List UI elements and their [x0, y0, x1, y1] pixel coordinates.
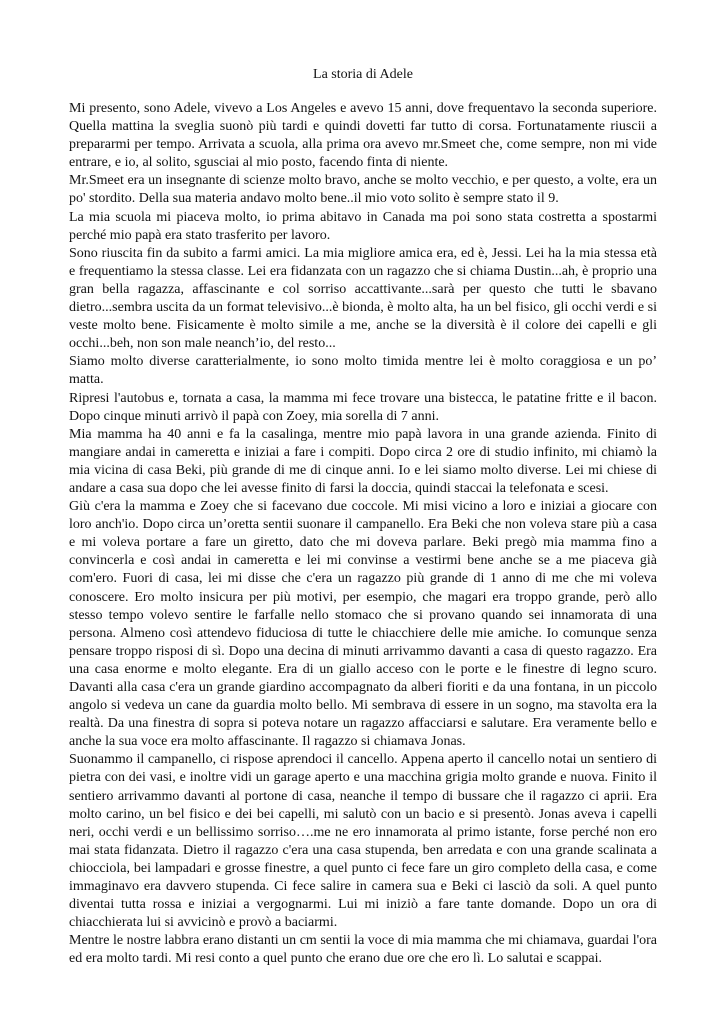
paragraph: Mi presento, sono Adele, vivevo a Los Angeles e avevo 15 anni, dove frequentavo la seconda superiore. Quella mattina la sveglia suonò più tardi e quindi dovetti far tutto di corsa. Fortunatamente riuscii a prepararmi per tempo. Arrivata a scuola, alla prima ora avevo mr.Smeet che, come sempre, non mi vide entrare, e io, al solito, sgusciai al mio posto, facendo finta di niente. — [69, 101, 657, 171]
paragraph: Suonammo il campanello, ci rispose aprendoci il cancello. Appena aperto il cancello notai un sentiero di pietra con dei vasi, e inoltre vidi un garage aperto e una macchina grigia molto grande e nuova. Finito il sentiero arrivammo davanti al portone di casa, neanche il tempo di bussare che il ragazzo ci aprii. Era molto carino, un bel fisico e dei bei capelli, mi salutò con un bacio e si presentò. Jonas aveva i capelli neri, occhi verdi e un bellissimo sorriso….me ne ero innamorata al primo istante, forse perché non ero mai stata fidanzata. Dietro il ragazzo c'era una casa stupenda, ben arredata e con una grande scalinata a chiocciola, bei lampadari e grosse finestre, a quel punto ci fece fare un giro completo della casa, e come immaginavo era davvero stupenda. Ci fece salire in camera sua e Beki ci lasciò da soli. A quel punto diventai tutta rossa e iniziai a vergognarmi. Lui mi iniziò a fare tante domande. Dopo un ora di chiacchierata lui si avvicinò e provò a baciarmi. — [69, 752, 657, 931]
paragraph: Giù c'era la mamma e Zoey che si facevano due coccole. Mi misi vicino a loro e iniziai a giocare con loro anch'io. Dopo circa un’oretta sentii suonare il campanello. Era Beki che non voleva stare più a casa e mi voleva portare a fare un giretto, dato che mi doveva parlare. Beki pregò mia mamma fino a convincerla e così andai in cameretta e lei mi convinse a vestirmi bene anche se a me piaceva già com'ero. Fuori di casa, lei mi disse che c'era un ragazzo più grande di 1 anno di me che mi voleva conoscere. Ero molto insicura per più motivi, per esempio, che magari era troppo grande, però allo stesso tempo volevo sentire le farfalle nello stomaco che si provano quando sei innamorata di una persona. Almeno così attendevo fiduciosa di tutte le chiacchiere delle mie amiche. Io comunque senza pensare troppo risposi di sì. Dopo una decina di minuti arrivammo davanti a casa di questo ragazzo. Era una casa enorme e molto elegante. Era di un giallo acceso con le porte e le finestre di legno scuro. Davanti alla casa c'era un grande giardino accompagnato da alberi fioriti e da una fontana, in un piccolo angolo si vedeva un cane da guardia molto bello. Mi sembrava di essere in un sogno, ma stavolta era la realtà. Da una finestra di sopra si poteva notare un ragazzo affacciarsi e salutare. Era veramente bello e anche la sua voce era molto affascinante. Il ragazzo si chiamava Jonas. — [69, 499, 657, 750]
document-title: La storia di Adele — [313, 67, 413, 82]
paragraph: Ripresi l'autobus e, tornata a casa, la mamma mi fece trovare una bistecca, le patatine fritte e il bacon. Dopo cinque minuti arrivò il papà con Zoey, mia sorella di 7 anni. — [69, 390, 657, 424]
paragraph: Siamo molto diverse caratterialmente, io sono molto timida mentre lei è molto coraggiosa e un po’ matta. — [69, 354, 657, 388]
document-page — [69, 66, 657, 969]
paragraph: Sono riuscita fin da subito a farmi amici. La mia migliore amica era, ed è, Jessi. Lei ha la mia stessa età e frequentiamo la stessa classe. Lei era fidanzata con un ragazzo che si chiama Dustin...ah, è proprio una gran bella ragazza, affascinante e col sorriso accattivante...sarà per questo che tutti le sbavano dietro...sembra uscita da un format televisivo...è bionda, è molto alta, ha un bel fisico, gli occhi verdi e si veste molto bene. Fisicamente è molto simile a me, anche se la diversità è il colore dei capelli e gli occhi...beh, non son male neanch’io, del resto... — [69, 245, 657, 352]
paragraph: La mia scuola mi piaceva molto, io prima abitavo in Canada ma poi sono stata costretta a spostarmi perché mio papà era stato trasferito per lavoro. — [69, 209, 657, 243]
paragraph: Mr.Smeet era un insegnante di scienze molto bravo, anche se molto vecchio, e per questo, a volte, era un po' stordito. Della sua materia andavo molto bene..il mio voto solito è sempre stato il 9. — [69, 173, 657, 207]
paragraph: Mentre le nostre labbra erano distanti un cm sentii la voce di mia mamma che mi chiamava, guardai l'ora ed era molto tardi. Mi resi conto a quel punto che erano due ore che ero lì. Lo salutai e scappai. — [69, 933, 657, 967]
paragraph: Mia mamma ha 40 anni e fa la casalinga, mentre mio papà lavora in una grande azienda. Finito di mangiare andai in cameretta e iniziai a fare i compiti. Dopo circa 2 ore di studio infinito, mi chiamò la mia vicina di casa Beki, più grande di me di cinque anni. Io e lei siamo molto diverse. Lei mi chiese di andare a casa sua dopo che lei avesse finito di farsi la doccia, quindi staccai la telefonata e scesi. — [69, 426, 657, 496]
